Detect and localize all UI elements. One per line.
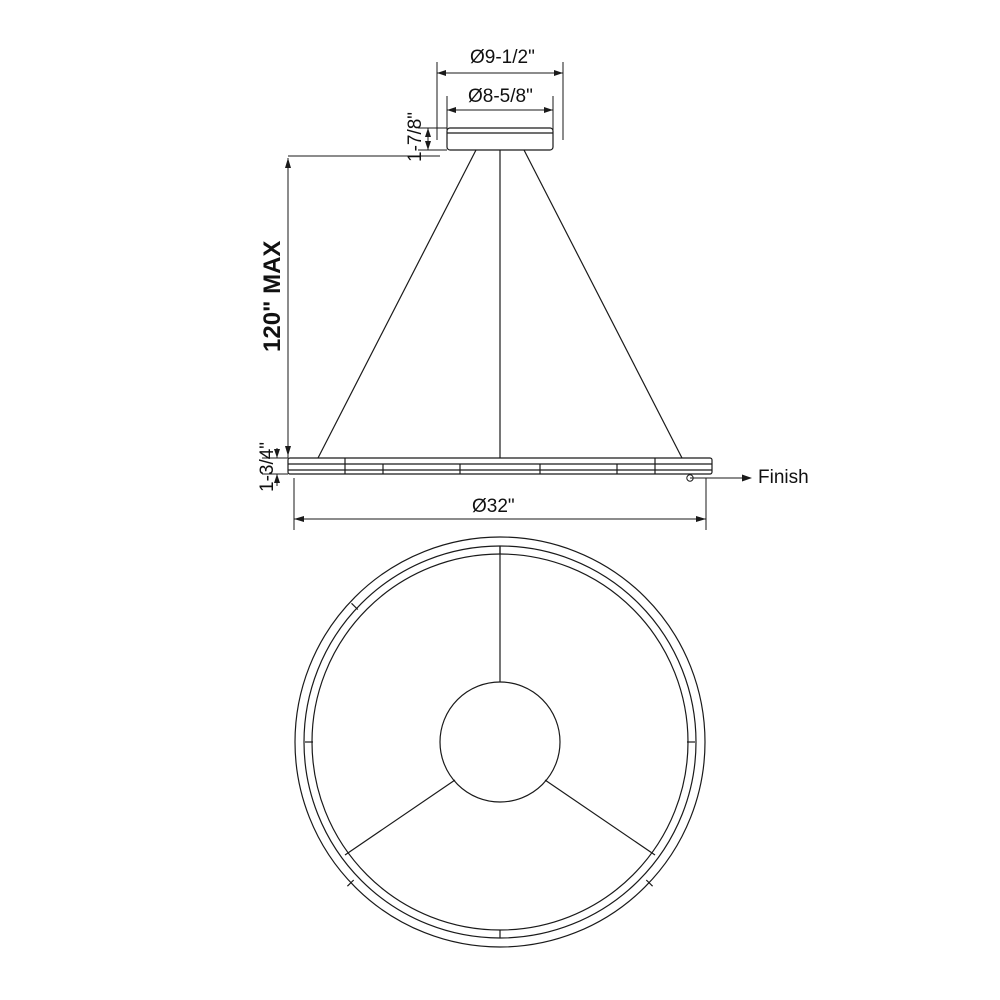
label-finish: Finish xyxy=(758,467,809,488)
label-max-drop: 120" MAX xyxy=(259,240,286,352)
finish-leader xyxy=(687,475,752,482)
suspension-cables xyxy=(318,150,682,458)
label-canopy-outer-diameter: Ø9-1/2" xyxy=(470,47,535,68)
label-ring-thickness: 1-3/4" xyxy=(257,441,278,492)
ring-elevation xyxy=(288,458,712,474)
dim-max-drop xyxy=(285,156,440,458)
label-canopy-inner-diameter: Ø8-5/8" xyxy=(468,86,533,107)
label-ring-diameter: Ø32" xyxy=(472,496,515,517)
plan-cables xyxy=(345,546,655,855)
label-canopy-height: 1-7/8" xyxy=(405,111,426,162)
canopy xyxy=(447,128,553,150)
plan-center-hub xyxy=(440,682,560,802)
